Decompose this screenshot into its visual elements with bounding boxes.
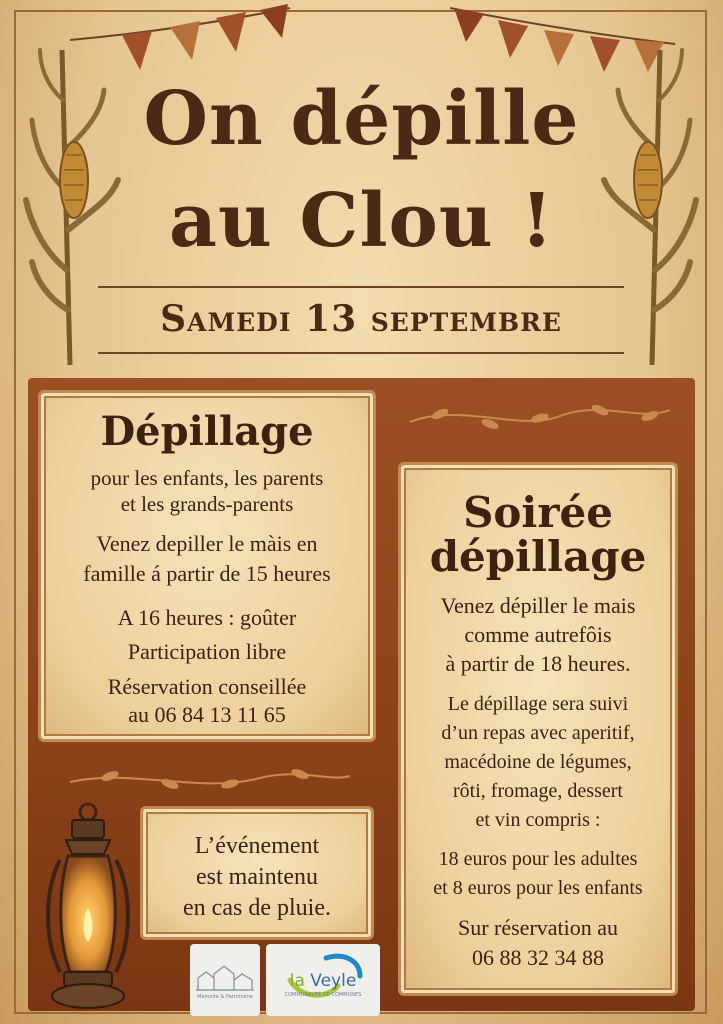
soiree-menu-line-5: et vin compris : [475,809,601,832]
depillage-audience-line-1: pour les enfants, les parents [90,466,324,490]
soiree-menu-line-1: Le dépillage sera suivi [447,693,629,716]
depillage-audience-line-2: et les grands-parents [120,492,294,516]
depillage-gouter: A 16 heures : goûter [117,605,297,630]
soiree-menu-line-3: macédoine de légumes, [444,751,632,774]
soiree-reservation-line-1: Sur réservation au [457,915,619,941]
soiree-menu-line-2: d’un repas avec aperitif, [441,722,635,745]
depillage-participation: Participation libre [127,639,287,664]
depillage-reservation-phone: au 06 84 13 11 65 [128,702,286,727]
title-line-2: au Clou ! [169,178,554,264]
la-veyle-logo [266,944,380,1016]
soiree-reservation-phone: 06 88 32 34 88 [472,945,604,971]
event-date: Samedi 13 septembre [160,298,562,340]
floral-ornament-top-right [400,392,680,444]
title-line-1: On dépille [143,76,580,162]
depillage-reservation-line-1: Réservation conseillée [107,674,307,699]
floral-ornament-middle-left [60,760,360,800]
oil-lantern-icon [38,800,138,1012]
la-veyle-name-veyle: Veyle [310,971,357,991]
soiree-heading-line-1: Soirée [463,488,613,537]
soiree-card [398,462,678,996]
memoire-patrimoine-caption: Mémoire & Patrimoine [197,994,253,1000]
soiree-heading-line-2: dépillage [429,532,647,582]
rain-note-line-1: L’événement [194,833,320,859]
soiree-invite-line-2: comme autrefôis [464,622,612,648]
rain-note-line-2: est maintenu [196,864,318,890]
depillage-card [38,390,376,742]
soiree-price-children: et 8 euros pour les enfants [433,877,643,900]
la-veyle-caption: COMMUNAUTÉ DE COMMUNES [284,992,362,998]
la-veyle-name-la: la [289,971,305,991]
date-rule-top [98,286,624,288]
depillage-invite-line-2: famille á partir de 15 heures [83,561,331,586]
soiree-invite-line-3: à partir de 18 heures. [445,651,631,677]
date-rule-bottom [98,352,624,354]
depillage-heading: Dépillage [100,408,314,455]
soiree-price-adults: 18 euros pour les adultes [438,848,638,871]
depillage-invite-line-1: Venez depiller le màis en [96,531,318,556]
soiree-invite-line-1: Venez dépiller le mais [440,593,636,619]
memoire-patrimoine-logo [190,944,260,1016]
soiree-menu-line-4: rôti, fromage, dessert [453,780,623,803]
rain-note-card [140,806,374,940]
partner-logos [190,944,380,1016]
village-drawing-icon [196,960,254,994]
rain-note-line-3: en cas de pluie. [183,895,331,921]
